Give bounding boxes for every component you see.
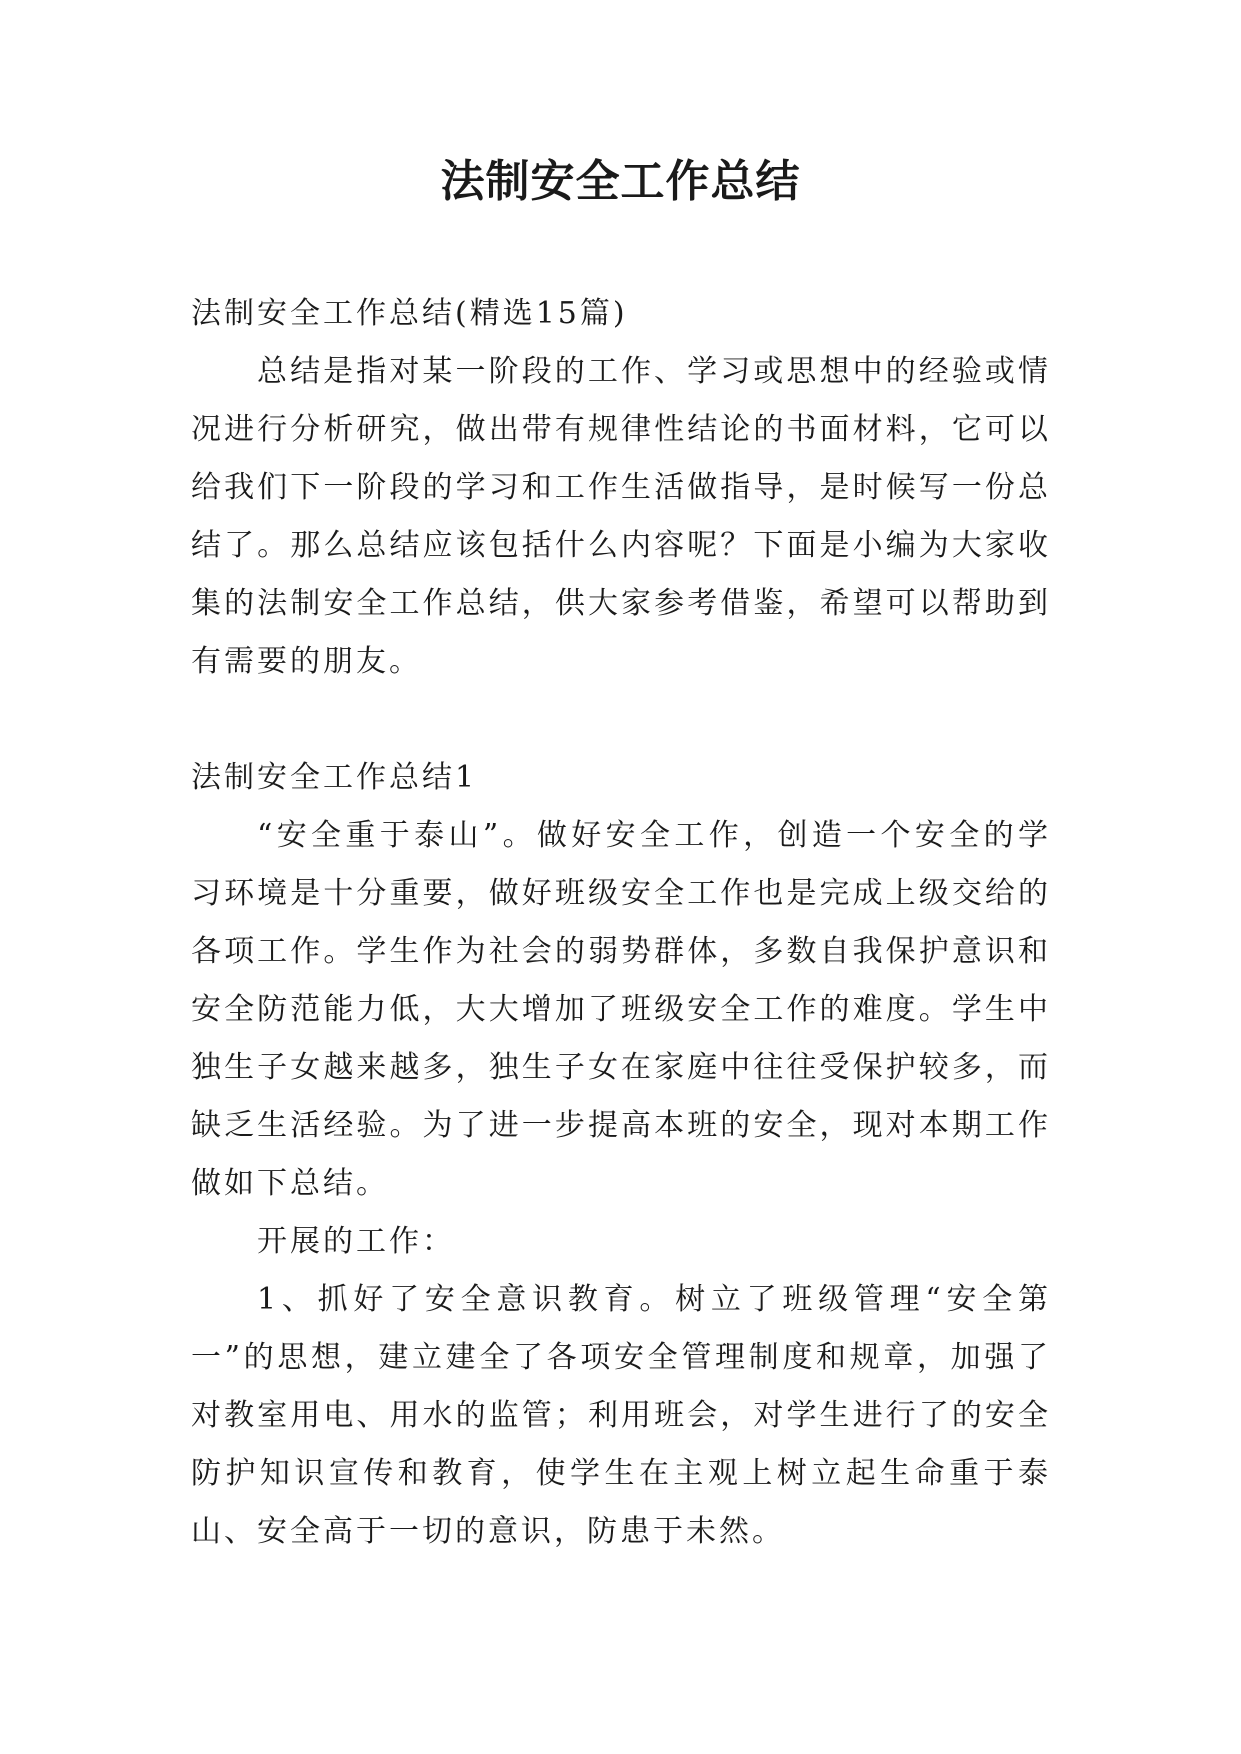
document-body [191,285,1051,1561]
section-paragraph-3: 1、抓好了安全意识教育。树立了班级管理“安全第一”的思想，建立建全了各项安全管理制度和规章，加强了对教室用电、用水的监管；利用班会，对学生进行了的安全防护知识宣传和教育，使学生在主观上树立起生命重于泰山、安全高于一切的意识，防患于未然。 [191,1282,1051,1549]
intro-paragraph: 总结是指对某一阶段的工作、学习或思想中的经验或情况进行分析研究，做出带有规律性结论的书面材料，它可以给我们下一阶段的学习和工作生活做指导，是时候写一份总结了。那么总结应该包括什么内容呢？下面是小编为大家收集的法制安全工作总结，供大家参考借鉴，希望可以帮助到有需要的朋友。 [191,354,1051,679]
section-paragraph-2: 开展的工作： [257,1224,455,1259]
section-paragraph-1: “安全重于泰山”。做好安全工作，创造一个安全的学习环境是十分重要，做好班级安全工作也是完成上级交给的各项工作。学生作为社会的弱势群体，多数自我保护意识和安全防范能力低，大大增加了班级安全工作的难度。学生中独生子女越来越多，独生子女在家庭中往往受保护较多，而缺乏生活经验。为了进一步提高本班的安全，现对本期工作做如下总结。 [191,818,1051,1201]
document-title: 法制安全工作总结 [440,156,801,207]
document-subtitle: 法制安全工作总结(精选15篇) [191,296,628,331]
section-heading: 法制安全工作总结1 [191,760,478,795]
section-spacer [191,691,1051,749]
